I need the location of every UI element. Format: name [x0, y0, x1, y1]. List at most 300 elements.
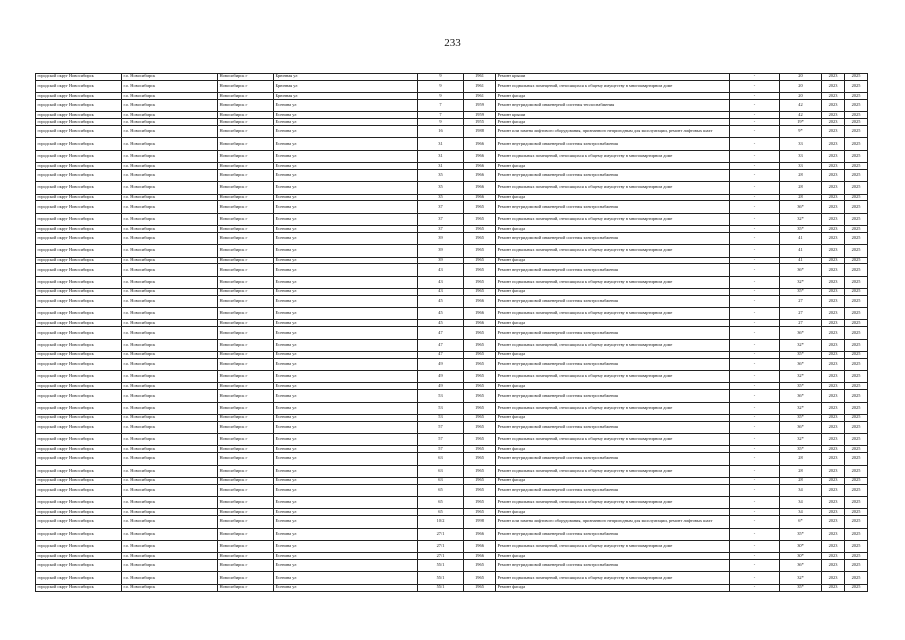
year-built-cell: 1966 — [464, 138, 496, 150]
municipality-cell: городской округ Новосибирск — [36, 320, 122, 327]
work-type-cell: Ремонт фасада — [496, 446, 730, 453]
district-cell: г.о. Новосибирск — [122, 257, 218, 264]
count-cell: 41 — [780, 245, 822, 257]
work-type-cell: Ремонт или замена лифтового оборудования, признанного непригодным для эксплуатации, ремонт лифтовых шахт — [496, 516, 730, 528]
city-cell: Новосибирск г — [218, 276, 274, 288]
house-number-cell: 37 — [418, 201, 464, 213]
count-cell: 35* — [780, 528, 822, 540]
dash-cell: - — [730, 477, 780, 484]
city-cell: Новосибирск г — [218, 327, 274, 339]
house-number-cell: 57 — [418, 446, 464, 453]
street-cell: Есенина ул — [274, 434, 418, 446]
end-year-cell: 2025 — [845, 245, 868, 257]
street-cell: Есенина ул — [274, 126, 418, 138]
table-row — [36, 484, 868, 496]
municipality-cell: городской округ Новосибирск — [36, 138, 122, 150]
work-type-cell: Ремонт подвальных помещений, относящихся к общему имуществу в многоквартирном доме — [496, 572, 730, 584]
table-row — [36, 572, 868, 584]
start-year-cell: 2023 — [822, 138, 845, 150]
work-type-cell: Ремонт фасада — [496, 584, 730, 591]
year-built-cell: 1961 — [464, 80, 496, 92]
municipality-cell: городской округ Новосибирск — [36, 540, 122, 552]
table-row — [36, 226, 868, 233]
end-year-cell: 2025 — [845, 126, 868, 138]
count-cell: 35* — [780, 584, 822, 591]
municipality-cell: городской округ Новосибирск — [36, 421, 122, 433]
end-year-cell: 2025 — [845, 584, 868, 591]
district-cell: г.о. Новосибирск — [122, 509, 218, 516]
city-cell: Новосибирск г — [218, 112, 274, 119]
work-type-cell: Ремонт подвальных помещений, относящихся к общему имуществу в многоквартирном доме — [496, 497, 730, 509]
street-cell: Есенина ул — [274, 320, 418, 327]
house-number-cell: 7 — [418, 100, 464, 112]
table-row — [36, 327, 868, 339]
street-cell: Есенина ул — [274, 100, 418, 112]
municipality-cell: городской округ Новосибирск — [36, 383, 122, 390]
city-cell: Новосибирск г — [218, 74, 274, 81]
house-number-cell: 65 — [418, 484, 464, 496]
start-year-cell: 2023 — [822, 414, 845, 421]
work-type-cell: Ремонт внутридомовой инженерной системы электроснабжения — [496, 560, 730, 572]
street-cell: Есенина ул — [274, 421, 418, 433]
house-number-cell: 27/1 — [418, 528, 464, 540]
end-year-cell: 2025 — [845, 414, 868, 421]
district-cell: г.о. Новосибирск — [122, 553, 218, 560]
house-number-cell: 57 — [418, 421, 464, 433]
start-year-cell: 2023 — [822, 226, 845, 233]
municipality-cell: городской округ Новосибирск — [36, 465, 122, 477]
house-number-cell: 47 — [418, 351, 464, 358]
dash-cell: - — [730, 163, 780, 170]
municipality-cell: городской округ Новосибирск — [36, 358, 122, 370]
work-type-cell: Ремонт подвальных помещений, относящихся к общему имуществу в многоквартирном доме — [496, 434, 730, 446]
street-cell: Есенина ул — [274, 584, 418, 591]
year-built-cell: 1965 — [464, 288, 496, 295]
year-built-cell: 1965 — [464, 509, 496, 516]
district-cell: г.о. Новосибирск — [122, 516, 218, 528]
house-number-cell: 55/1 — [418, 572, 464, 584]
street-cell: Есенина ул — [274, 119, 418, 126]
municipality-cell: городской округ Новосибирск — [36, 169, 122, 181]
municipality-cell: городской округ Новосибирск — [36, 80, 122, 92]
work-type-cell: Ремонт подвальных помещений, относящихся к общему имуществу в многоквартирном доме — [496, 339, 730, 351]
end-year-cell: 2025 — [845, 288, 868, 295]
start-year-cell: 2023 — [822, 453, 845, 465]
city-cell: Новосибирск г — [218, 453, 274, 465]
end-year-cell: 2025 — [845, 93, 868, 100]
district-cell: г.о. Новосибирск — [122, 126, 218, 138]
start-year-cell: 2023 — [822, 402, 845, 414]
city-cell: Новосибирск г — [218, 351, 274, 358]
table-row — [36, 80, 868, 92]
house-number-cell: 39 — [418, 232, 464, 244]
municipality-cell: городской округ Новосибирск — [36, 100, 122, 112]
year-built-cell: 1965 — [464, 245, 496, 257]
start-year-cell: 2023 — [822, 257, 845, 264]
city-cell: Новосибирск г — [218, 126, 274, 138]
district-cell: г.о. Новосибирск — [122, 93, 218, 100]
house-number-cell: 9 — [418, 93, 464, 100]
work-type-cell: Ремонт подвальных помещений, относящихся к общему имуществу в многоквартирном доме — [496, 371, 730, 383]
street-cell: Есенина ул — [274, 245, 418, 257]
table-row — [36, 465, 868, 477]
municipality-cell: городской округ Новосибирск — [36, 484, 122, 496]
count-cell: 9* — [780, 126, 822, 138]
house-number-cell: 65 — [418, 497, 464, 509]
start-year-cell: 2023 — [822, 477, 845, 484]
start-year-cell: 2023 — [822, 74, 845, 81]
start-year-cell: 2023 — [822, 421, 845, 433]
dash-cell: - — [730, 257, 780, 264]
table-row — [36, 74, 868, 81]
street-cell: Есенина ул — [274, 540, 418, 552]
year-built-cell: 1966 — [464, 169, 496, 181]
year-built-cell: 1965 — [464, 572, 496, 584]
work-type-cell: Ремонт внутридомовой инженерной системы теплоснабжения — [496, 100, 730, 112]
house-number-cell: 57 — [418, 434, 464, 446]
count-cell: 36* — [780, 201, 822, 213]
district-cell: г.о. Новосибирск — [122, 163, 218, 170]
end-year-cell: 2025 — [845, 257, 868, 264]
end-year-cell: 2025 — [845, 182, 868, 194]
municipality-cell: городской округ Новосибирск — [36, 516, 122, 528]
district-cell: г.о. Новосибирск — [122, 182, 218, 194]
city-cell: Новосибирск г — [218, 169, 274, 181]
count-cell: 28 — [780, 465, 822, 477]
city-cell: Новосибирск г — [218, 516, 274, 528]
dash-cell: - — [730, 327, 780, 339]
end-year-cell: 2025 — [845, 560, 868, 572]
dash-cell: - — [730, 402, 780, 414]
start-year-cell: 2023 — [822, 194, 845, 201]
dash-cell: - — [730, 434, 780, 446]
work-type-cell: Ремонт внутридомовой инженерной системы электроснабжения — [496, 484, 730, 496]
district-cell: г.о. Новосибирск — [122, 453, 218, 465]
street-cell: Есенина ул — [274, 226, 418, 233]
start-year-cell: 2023 — [822, 497, 845, 509]
year-built-cell: 1955 — [464, 119, 496, 126]
municipality-cell: городской округ Новосибирск — [36, 276, 122, 288]
house-number-cell: 45 — [418, 308, 464, 320]
dash-cell: - — [730, 112, 780, 119]
municipality-cell: городской округ Новосибирск — [36, 119, 122, 126]
dash-cell: - — [730, 516, 780, 528]
end-year-cell: 2025 — [845, 553, 868, 560]
municipality-cell: городской округ Новосибирск — [36, 126, 122, 138]
count-cell: 36* — [780, 264, 822, 276]
end-year-cell: 2025 — [845, 232, 868, 244]
street-cell: Есенина ул — [274, 264, 418, 276]
table-row — [36, 421, 868, 433]
city-cell: Новосибирск г — [218, 119, 274, 126]
end-year-cell: 2025 — [845, 446, 868, 453]
year-built-cell: 1966 — [464, 540, 496, 552]
year-built-cell: 1965 — [464, 497, 496, 509]
start-year-cell: 2023 — [822, 276, 845, 288]
municipality-cell: городской округ Новосибирск — [36, 232, 122, 244]
count-cell: 35* — [780, 288, 822, 295]
count-cell: 19* — [780, 119, 822, 126]
end-year-cell: 2025 — [845, 320, 868, 327]
start-year-cell: 2023 — [822, 484, 845, 496]
start-year-cell: 2023 — [822, 553, 845, 560]
end-year-cell: 2025 — [845, 540, 868, 552]
district-cell: г.о. Новосибирск — [122, 572, 218, 584]
work-type-cell: Ремонт фасада — [496, 93, 730, 100]
table-row — [36, 584, 868, 591]
district-cell: г.о. Новосибирск — [122, 339, 218, 351]
table-row — [36, 295, 868, 307]
house-number-cell: 7 — [418, 112, 464, 119]
table-row — [36, 232, 868, 244]
table-row — [36, 351, 868, 358]
street-cell: Есенина ул — [274, 390, 418, 402]
street-cell: Есенина ул — [274, 484, 418, 496]
district-cell: г.о. Новосибирск — [122, 276, 218, 288]
count-cell: 34 — [780, 497, 822, 509]
district-cell: г.о. Новосибирск — [122, 434, 218, 446]
district-cell: г.о. Новосибирск — [122, 446, 218, 453]
dash-cell: - — [730, 100, 780, 112]
district-cell: г.о. Новосибирск — [122, 484, 218, 496]
table-row — [36, 560, 868, 572]
end-year-cell: 2025 — [845, 390, 868, 402]
municipality-cell: городской округ Новосибирск — [36, 528, 122, 540]
table-row — [36, 150, 868, 162]
district-cell: г.о. Новосибирск — [122, 74, 218, 81]
street-cell: Есенина ул — [274, 414, 418, 421]
table-row — [36, 112, 868, 119]
count-cell: 35* — [780, 351, 822, 358]
end-year-cell: 2025 — [845, 434, 868, 446]
house-number-cell: 53 — [418, 402, 464, 414]
count-cell: 32* — [780, 339, 822, 351]
dash-cell: - — [730, 119, 780, 126]
street-cell: Есенина ул — [274, 194, 418, 201]
city-cell: Новосибирск г — [218, 383, 274, 390]
house-number-cell: 27/1 — [418, 540, 464, 552]
district-cell: г.о. Новосибирск — [122, 213, 218, 225]
work-type-cell: Ремонт фасада — [496, 351, 730, 358]
page-number: 233 — [444, 37, 461, 49]
work-type-cell: Ремонт внутридомовой инженерной системы электроснабжения — [496, 390, 730, 402]
city-cell: Новосибирск г — [218, 93, 274, 100]
count-cell: 36* — [780, 421, 822, 433]
table-row — [36, 516, 868, 528]
dash-cell: - — [730, 169, 780, 181]
house-number-cell: 39 — [418, 245, 464, 257]
municipality-cell: городской округ Новосибирск — [36, 414, 122, 421]
work-type-cell: Ремонт внутридомовой инженерной системы электроснабжения — [496, 295, 730, 307]
municipality-cell: городской округ Новосибирск — [36, 182, 122, 194]
district-cell: г.о. Новосибирск — [122, 264, 218, 276]
city-cell: Новосибирск г — [218, 288, 274, 295]
street-cell: Есенина ул — [274, 497, 418, 509]
year-built-cell: 1965 — [464, 339, 496, 351]
end-year-cell: 2025 — [845, 497, 868, 509]
street-cell: Брюнная ул — [274, 74, 418, 81]
dash-cell: - — [730, 213, 780, 225]
district-cell: г.о. Новосибирск — [122, 371, 218, 383]
city-cell: Новосибирск г — [218, 497, 274, 509]
year-built-cell: 1966 — [464, 182, 496, 194]
dash-cell: - — [730, 484, 780, 496]
municipality-cell: городской округ Новосибирск — [36, 163, 122, 170]
year-built-cell: 1965 — [464, 390, 496, 402]
year-built-cell: 1965 — [464, 358, 496, 370]
year-built-cell: 1966 — [464, 194, 496, 201]
year-built-cell: 1965 — [464, 434, 496, 446]
count-cell: 34 — [780, 509, 822, 516]
dash-cell: - — [730, 264, 780, 276]
table-row — [36, 138, 868, 150]
city-cell: Новосибирск г — [218, 584, 274, 591]
count-cell: 32* — [780, 572, 822, 584]
district-cell: г.о. Новосибирск — [122, 540, 218, 552]
work-type-cell: Ремонт подвальных помещений, относящихся к общему имуществу в многоквартирном доме — [496, 308, 730, 320]
municipality-cell: городской округ Новосибирск — [36, 226, 122, 233]
work-type-cell: Ремонт фасада — [496, 509, 730, 516]
year-built-cell: 1961 — [464, 93, 496, 100]
start-year-cell: 2023 — [822, 245, 845, 257]
start-year-cell: 2023 — [822, 446, 845, 453]
count-cell: 34 — [780, 484, 822, 496]
dash-cell: - — [730, 226, 780, 233]
street-cell: Есенина ул — [274, 465, 418, 477]
municipality-cell: городской округ Новосибирск — [36, 112, 122, 119]
year-built-cell: 1965 — [464, 226, 496, 233]
work-type-cell: Ремонт внутридомовой инженерной системы электроснабжения — [496, 358, 730, 370]
year-built-cell: 1965 — [464, 371, 496, 383]
municipality-cell: городской округ Новосибирск — [36, 264, 122, 276]
work-type-cell: Ремонт фасада — [496, 288, 730, 295]
city-cell: Новосибирск г — [218, 150, 274, 162]
year-built-cell: 1966 — [464, 553, 496, 560]
end-year-cell: 2025 — [845, 339, 868, 351]
count-cell: 33 — [780, 138, 822, 150]
start-year-cell: 2023 — [822, 327, 845, 339]
start-year-cell: 2023 — [822, 383, 845, 390]
city-cell: Новосибирск г — [218, 465, 274, 477]
work-type-cell: Ремонт фасада — [496, 194, 730, 201]
work-type-cell: Ремонт подвальных помещений, относящихся к общему имуществу в многоквартирном доме — [496, 150, 730, 162]
table-row — [36, 119, 868, 126]
house-number-cell: 35 — [418, 182, 464, 194]
count-cell: 28 — [780, 453, 822, 465]
table-row — [36, 339, 868, 351]
municipality-cell: городской округ Новосибирск — [36, 402, 122, 414]
district-cell: г.о. Новосибирск — [122, 402, 218, 414]
year-built-cell: 1965 — [464, 213, 496, 225]
street-cell: Есенина ул — [274, 213, 418, 225]
city-cell: Новосибирск г — [218, 572, 274, 584]
start-year-cell: 2023 — [822, 163, 845, 170]
house-number-cell: 53 — [418, 390, 464, 402]
table-row — [36, 264, 868, 276]
street-cell: Есенина ул — [274, 351, 418, 358]
year-built-cell: 1965 — [464, 276, 496, 288]
count-cell: 36* — [780, 358, 822, 370]
house-number-cell: 49 — [418, 383, 464, 390]
count-cell: 35* — [780, 446, 822, 453]
count-cell: 32* — [780, 276, 822, 288]
year-built-cell: 1966 — [464, 528, 496, 540]
district-cell: г.о. Новосибирск — [122, 414, 218, 421]
end-year-cell: 2025 — [845, 327, 868, 339]
table-row — [36, 553, 868, 560]
street-cell: Есенина ул — [274, 446, 418, 453]
count-cell: 35* — [780, 414, 822, 421]
dash-cell: - — [730, 383, 780, 390]
table-row — [36, 201, 868, 213]
city-cell: Новосибирск г — [218, 213, 274, 225]
city-cell: Новосибирск г — [218, 434, 274, 446]
table-row — [36, 257, 868, 264]
district-cell: г.о. Новосибирск — [122, 288, 218, 295]
table-row — [36, 390, 868, 402]
dash-cell: - — [730, 465, 780, 477]
year-built-cell: 1965 — [464, 201, 496, 213]
street-cell: Есенина ул — [274, 339, 418, 351]
year-built-cell: 1965 — [464, 560, 496, 572]
street-cell: Есенина ул — [274, 477, 418, 484]
work-type-cell: Ремонт внутридомовой инженерной системы электроснабжения — [496, 201, 730, 213]
count-cell: 42 — [780, 112, 822, 119]
street-cell: Брюнная ул — [274, 80, 418, 92]
dash-cell: - — [730, 446, 780, 453]
house-number-cell: 43 — [418, 288, 464, 295]
start-year-cell: 2023 — [822, 351, 845, 358]
city-cell: Новосибирск г — [218, 446, 274, 453]
start-year-cell: 2023 — [822, 264, 845, 276]
start-year-cell: 2023 — [822, 112, 845, 119]
end-year-cell: 2025 — [845, 264, 868, 276]
house-number-cell: 45 — [418, 295, 464, 307]
table-row — [36, 194, 868, 201]
street-cell: Есенина ул — [274, 150, 418, 162]
start-year-cell: 2023 — [822, 584, 845, 591]
city-cell: Новосибирск г — [218, 257, 274, 264]
count-cell: 28 — [780, 194, 822, 201]
district-cell: г.о. Новосибирск — [122, 201, 218, 213]
house-number-cell: 55/1 — [418, 584, 464, 591]
start-year-cell: 2023 — [822, 540, 845, 552]
house-number-cell: 63 — [418, 477, 464, 484]
count-cell: 36* — [780, 327, 822, 339]
dash-cell: - — [730, 371, 780, 383]
work-type-cell: Ремонт фасада — [496, 414, 730, 421]
dash-cell: - — [730, 320, 780, 327]
table-row — [36, 497, 868, 509]
district-cell: г.о. Новосибирск — [122, 584, 218, 591]
district-cell: г.о. Новосибирск — [122, 308, 218, 320]
work-type-cell: Ремонт фасада — [496, 226, 730, 233]
start-year-cell: 2023 — [822, 465, 845, 477]
end-year-cell: 2025 — [845, 150, 868, 162]
count-cell: 33 — [780, 150, 822, 162]
city-cell: Новосибирск г — [218, 560, 274, 572]
work-type-cell: Ремонт фасада — [496, 477, 730, 484]
city-cell: Новосибирск г — [218, 371, 274, 383]
end-year-cell: 2025 — [845, 308, 868, 320]
house-number-cell: 31 — [418, 138, 464, 150]
table-row — [36, 509, 868, 516]
work-type-cell: Ремонт внутридомовой инженерной системы электроснабжения — [496, 421, 730, 433]
dash-cell: - — [730, 560, 780, 572]
year-built-cell: 1965 — [464, 383, 496, 390]
district-cell: г.о. Новосибирск — [122, 80, 218, 92]
start-year-cell: 2023 — [822, 320, 845, 327]
